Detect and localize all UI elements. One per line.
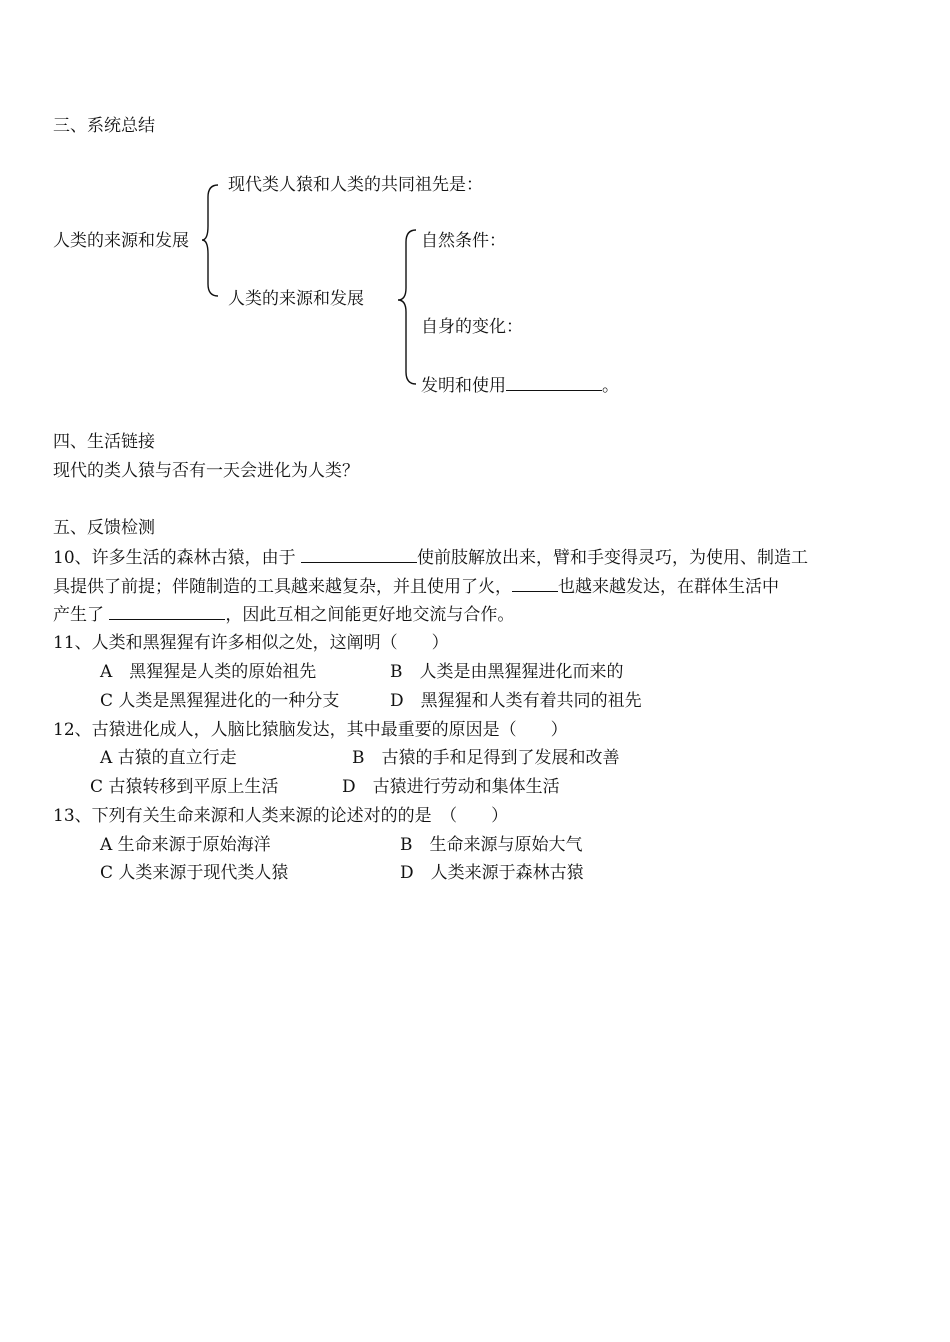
q10-blank-2[interactable] — [512, 575, 558, 592]
q11-option-a[interactable]: A 黑猩猩是人类的原始祖先 — [100, 662, 317, 682]
section3-heading: 三、系统总结 — [53, 116, 155, 136]
inner-brace — [398, 230, 416, 384]
q10-text-c: 具提供了前提；伴随制造的工具越来越复杂，并且使用了火， — [53, 577, 512, 597]
q10-line1 — [53, 546, 808, 569]
q13-option-a[interactable]: A 生命来源于原始海洋 — [100, 835, 271, 855]
q12-option-d[interactable]: D 古猿进行劳动和集体生活 — [342, 777, 560, 797]
section4-heading: 四、生活链接 — [53, 432, 155, 452]
q12-option-c[interactable]: C 古猿转移到平原上生活 — [90, 777, 279, 797]
q13-option-d[interactable]: D 人类来源于森林古猿 — [400, 863, 584, 883]
branch-origin-development: 人类的来源和发展 — [228, 289, 364, 309]
q11-stem: 11、人类和黑猩猩有许多相似之处，这阐明（ ） — [53, 633, 449, 653]
q10-text-d: 也越来越发达，在群体生活中 — [558, 577, 779, 597]
q10-text-b: 使前肢解放出来，臂和手变得灵巧，为使用、制造工 — [417, 548, 809, 568]
q13-stem: 13、下列有关生命来源和人类来源的论述对的的是 （ ） — [53, 806, 509, 826]
q10-line3 — [53, 603, 514, 626]
outer-brace — [202, 185, 218, 296]
sub-self-changes: 自身的变化： — [421, 317, 523, 337]
outline-braces — [0, 0, 950, 420]
sub-invent-use-label: 发明和使用 — [421, 376, 506, 396]
q10-text-e: 产生了 — [53, 605, 110, 625]
q12-option-b[interactable]: B 古猿的手和足得到了发展和改善 — [352, 748, 620, 768]
outline-root: 人类的来源和发展 — [53, 231, 189, 251]
q13-option-c[interactable]: C 人类来源于现代类人猿 — [100, 863, 289, 883]
q10-blank-1[interactable] — [301, 546, 417, 563]
q12-option-a[interactable]: A 古猿的直立行走 — [100, 748, 237, 768]
blank-tools[interactable] — [506, 374, 602, 391]
q10-line2 — [53, 575, 779, 598]
q10-text-a: 10、许多生活的森林古猿，由于 — [53, 548, 302, 568]
sub-invent-use — [421, 374, 619, 397]
sub-invent-use-end: 。 — [602, 376, 619, 396]
life-link-question: 现代的类人猿与否有一天会进化为人类？ — [53, 461, 359, 481]
branch-common-ancestor: 现代类人猿和人类的共同祖先是： — [228, 175, 483, 195]
q12-stem: 12、古猿进化成人，人脑比猿脑发达，其中最重要的原因是（ ） — [53, 720, 568, 740]
sub-natural-conditions: 自然条件： — [421, 231, 506, 251]
q10-text-f: ，因此互相之间能更好地交流与合作。 — [225, 605, 515, 625]
q10-blank-3[interactable] — [109, 603, 225, 620]
q11-option-b[interactable]: B 人类是由黑猩猩进化而来的 — [390, 662, 624, 682]
q11-option-d[interactable]: D 黑猩猩和人类有着共同的祖先 — [390, 691, 642, 711]
section5-heading: 五、反馈检测 — [53, 518, 155, 538]
q11-option-c[interactable]: C 人类是黑猩猩进化的一种分支 — [100, 691, 340, 711]
q13-option-b[interactable]: B 生命来源与原始大气 — [400, 835, 583, 855]
